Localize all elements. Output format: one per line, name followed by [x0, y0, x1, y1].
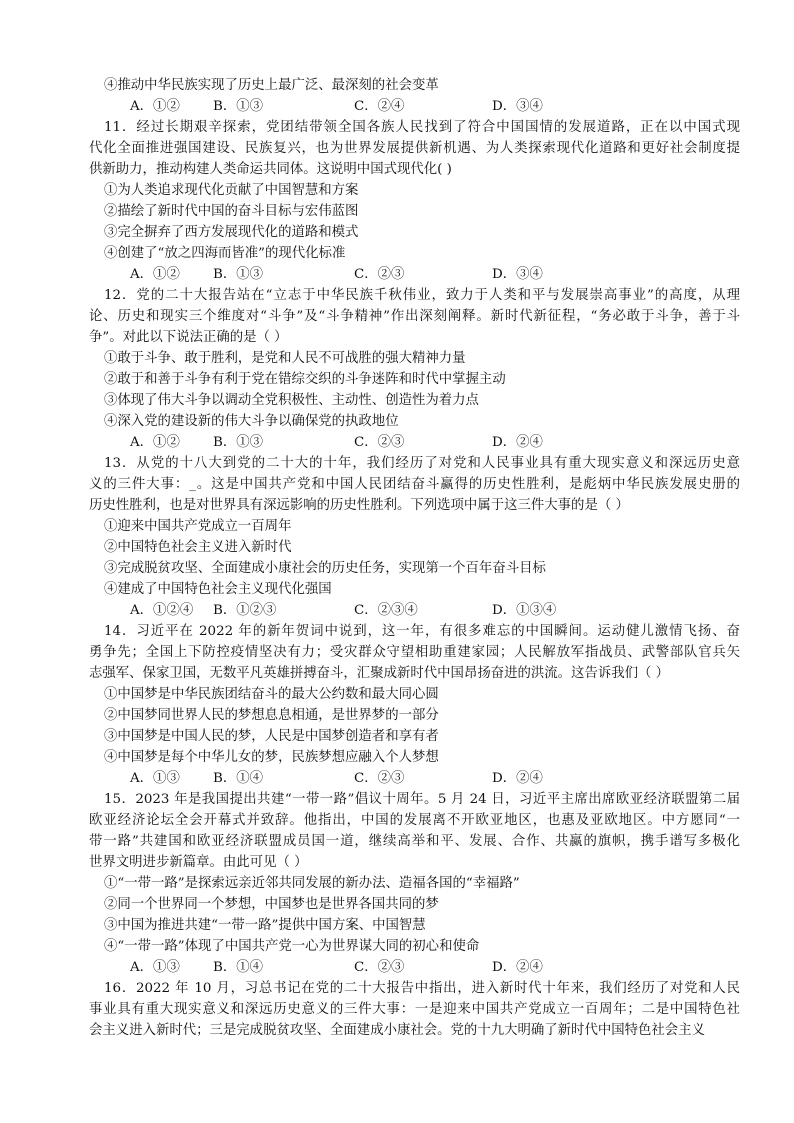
statement-item: ①为人类追求现代化贡献了中国智慧和方案 [104, 183, 359, 198]
answer-option[interactable]: D．①③④ [492, 603, 557, 618]
statement-item: ④中国梦是每个中华儿女的梦，民族梦想应融入个人梦想 [104, 750, 439, 765]
question-stem-line: 义的三件大事：_。这是中国共产党和中国人民团结奋斗赢得的历史性胜利，是彪炳中华民族发展史册的 [89, 477, 740, 492]
answer-option[interactable]: B．①③ [213, 99, 264, 114]
question-stem-line: 15．2023 年是我国提出共建“一带一路”倡议十周年。5 月 24 日，习近平主席出席欧亚经济联盟第二届 [104, 792, 740, 807]
answer-option[interactable]: B．①④ [213, 771, 264, 786]
answer-option[interactable]: C．②④ [354, 99, 405, 114]
statement-item: ②中国梦同世界人民的梦想息息相通，是世界梦的一部分 [104, 708, 439, 723]
statement-item: ④创建了“放之四海而皆准”的现代化标准 [104, 246, 346, 261]
statement-item: ①敢于斗争、敢于胜利，是党和人民不可战胜的强大精神力量 [104, 351, 466, 366]
question-stem-line: 13．从党的十八大到党的二十大的十年，我们经历了对党和人民事业具有重大现实意义和深远历史意 [104, 456, 740, 471]
answer-option[interactable]: D．②④ [492, 771, 543, 786]
question-stem-line: 会主义进入新时代；三是完成脱贫攻坚、全面建成小康社会。党的十九大明确了新时代中国特色社会主义 [89, 1023, 705, 1038]
question-stem-line: 世界文明进步新篇章。由此可见（ ） [89, 855, 308, 870]
answer-option[interactable]: C．②③ [354, 771, 405, 786]
statement-item: ②同一个世界同一个梦想，中国梦也是世界各国共同的梦 [104, 897, 439, 912]
answer-option[interactable]: C．②③ [354, 435, 405, 450]
question-stem-line: 志强军、保家卫国，无数平凡英雄拼搏奋斗，汇聚成新时代中国昂扬奋进的洪流。这告诉我们（ ） [89, 666, 670, 681]
answer-option[interactable]: A．①③ [130, 771, 180, 786]
question-stem-line: 16．2022 年 10 月，习总书记在党的二十大报告中指出，进入新时代十年来，我们经历了对党和人民 [104, 981, 740, 996]
answer-option[interactable]: D．③④ [492, 267, 543, 282]
statement-item: ①中国梦是中华民族团结奋斗的最大公约数和最大同心圆 [104, 687, 439, 702]
statement-item: ②敢于和善于斗争有利于党在错综交织的斗争迷阵和时代中掌握主动 [104, 372, 506, 387]
statement-item: ①迎来中国共产党成立一百周年 [104, 519, 292, 534]
question-stem-line: 12．党的二十大报告站在“立志于中华民族千秋伟业，致力于人类和平与发展崇高事业”的高度，从理 [104, 288, 740, 303]
answer-option[interactable]: C．②③ [354, 960, 405, 975]
answer-option[interactable]: D．②④ [492, 960, 543, 975]
question-stem-line: 争”。对此以下说法正确的是（ ） [89, 330, 288, 345]
statement-item: ③中国梦是中国人民的梦，人民是中国梦创造者和享有者 [104, 729, 439, 744]
question-stem-line: 11．经过长期艰辛探索，党团结带领全国各族人民找到了符合中国国情的发展道路，正在以中国式现 [104, 120, 740, 135]
answer-option[interactable]: B．①③ [213, 435, 264, 450]
statement-item: ②中国特色社会主义进入新时代 [104, 540, 292, 555]
statement-item: ④“一带一路”体现了中国共产党一心为世界谋大同的初心和使命 [104, 939, 480, 954]
statement-item: ②描绘了新时代中国的奋斗目标与宏伟蓝图 [104, 204, 359, 219]
answer-option[interactable]: A．①③ [130, 960, 180, 975]
answer-option[interactable]: A．①② [130, 267, 180, 282]
statement-item: ④推动中华民族实现了历史上最广泛、最深刻的社会变革 [104, 78, 439, 93]
question-stem-line: 带一路”共建国和欧亚经济联盟成员国一道，继续高举和平、发展、合作、共赢的旗帜，携手谱写多极化 [89, 834, 740, 849]
question-stem-line: 历史性胜利，也是对世界具有深远影响的历史性胜利。下列选项中属于这三件大事的是（ ） [89, 498, 629, 513]
question-stem-line: 勇争先；全国上下防控疫情坚决有力；受灾群众守望相助重建家园；人民解放军指战员、武警部队官兵矢 [89, 645, 740, 660]
statement-item: ③完成脱贫攻坚、全面建成小康社会的历史任务，实现第一个百年奋斗目标 [104, 561, 546, 576]
answer-option[interactable]: C．②③④ [354, 603, 418, 618]
answer-option[interactable]: A．①② [130, 435, 180, 450]
answer-option[interactable]: B．①④ [213, 960, 264, 975]
answer-option[interactable]: B．①②③ [213, 603, 277, 618]
statement-item: ③完全摒弃了西方发展现代化的道路和模式 [104, 225, 359, 240]
answer-option[interactable]: D．②④ [492, 435, 543, 450]
statement-item: ③中国为推进共建“一带一路”提供中国方案、中国智慧 [104, 918, 426, 933]
statement-item: ①“一带一路”是探索远亲近邻共同发展的新办法、造福各国的“幸福路” [104, 876, 520, 891]
answer-option[interactable]: D．③④ [492, 99, 543, 114]
statement-item: ④建成了中国特色社会主义现代化强国 [104, 582, 332, 597]
answer-option[interactable]: C．②③ [354, 267, 405, 282]
question-stem-line: 论、历史和现实三个维度对“斗争”及“斗争精神”作出深刻阐释。新时代新征程，“务必敢于斗争，善于斗 [89, 309, 740, 324]
question-stem-line: 供新助力，推动构建人类命运共同体。这说明中国式现代化( ) [89, 162, 452, 177]
answer-option[interactable]: A．①②④ [130, 603, 194, 618]
answer-option[interactable]: A．①② [130, 99, 180, 114]
question-stem-line: 代化全面推进强国建设、民族复兴，也为世界发展提供新机遇、为人类探索现代化道路和更好社会制度提 [89, 141, 740, 156]
statement-item: ③体现了伟大斗争以调动全党积极性、主动性、创造性为着力点 [104, 393, 479, 408]
answer-option[interactable]: B．①③ [213, 267, 264, 282]
statement-item: ④深入党的建设新的伟大斗争以确保党的执政地位 [104, 414, 399, 429]
question-stem-line: 事业具有重大现实意义和深远历史意义的三件大事：一是迎来中国共产党成立一百周年；二是中国特色社 [89, 1002, 740, 1017]
question-stem-line: 14．习近平在 2022 年的新年贺词中说到，这一年，有很多难忘的中国瞬间。运动健儿激情飞扬、奋 [104, 624, 740, 639]
question-stem-line: 欧亚经济论坛全会开幕式并致辞。他指出，中国的发展离不开欧亚地区，也惠及亚欧地区。中方愿同“一 [89, 813, 740, 828]
